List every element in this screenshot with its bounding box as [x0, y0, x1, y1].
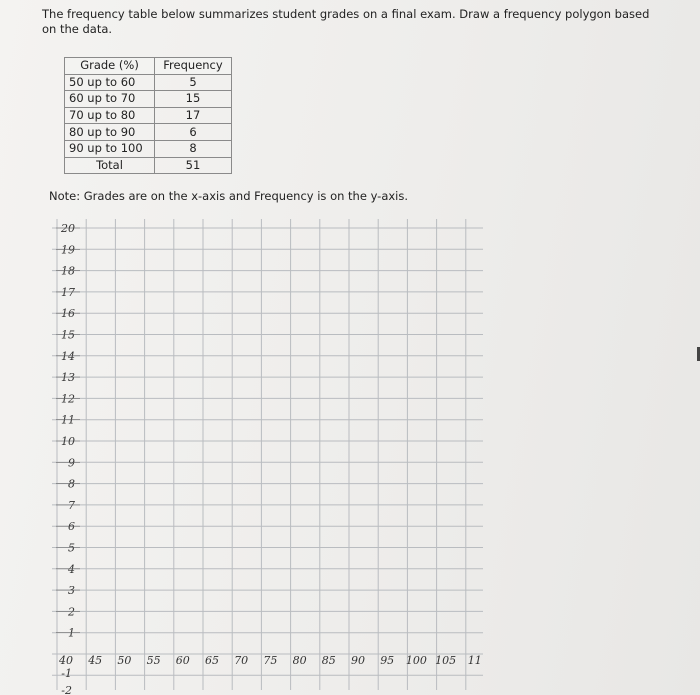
y-tick-label: 14	[61, 349, 75, 363]
y-tick-label: -1	[61, 667, 72, 680]
y-tick-label: 4	[68, 562, 75, 576]
x-tick-label: 45	[88, 654, 103, 667]
x-tick-label: 105	[435, 654, 457, 667]
frequency-column-header: Frequency	[155, 58, 232, 75]
y-tick-label: 20	[61, 222, 75, 235]
frequency-cell: 6	[155, 124, 232, 141]
y-tick-label: 13	[61, 371, 75, 385]
y-tick-label: 16	[61, 307, 75, 321]
grade-cell: 80 up to 90	[65, 124, 155, 141]
axis-note: Note: Grades are on the x-axis and Frequency is on the y-axis.	[49, 189, 409, 203]
x-tick-label: 40	[59, 654, 73, 667]
y-tick-label: 19	[61, 243, 75, 257]
y-tick-label: 2	[68, 605, 75, 619]
y-tick-label: 15	[61, 328, 75, 342]
y-tick-label: 9	[68, 456, 75, 470]
grade-column-header: Grade (%)	[65, 58, 155, 75]
y-tick-label: 3	[68, 584, 75, 598]
y-tick-label: 1	[68, 626, 75, 640]
x-tick-label: 55	[146, 654, 161, 667]
total-value-cell: 51	[155, 157, 232, 174]
y-tick-label: 18	[61, 264, 75, 278]
question-prompt: The frequency table below summarizes student grades on a final exam. Draw a frequency polygon based on the data.	[42, 7, 650, 36]
grade-cell: 70 up to 80	[65, 107, 155, 124]
y-tick-label: 10	[61, 435, 75, 448]
frequency-cell: 5	[155, 74, 232, 91]
x-tick-label: 65	[205, 654, 219, 667]
x-tick-label: 50	[117, 654, 132, 667]
x-tick-label: 100	[405, 654, 427, 667]
y-tick-label: 17	[61, 285, 75, 299]
x-tick-label: 11	[467, 654, 482, 667]
y-tick-label: 7	[68, 498, 75, 512]
x-tick-label: 90	[351, 654, 365, 667]
y-tick-label: 5	[68, 541, 75, 555]
x-tick-label: 75	[263, 654, 278, 667]
frequency-cell: 17	[155, 107, 232, 124]
y-tick-label: 6	[68, 520, 75, 534]
grade-cell: 50 up to 60	[65, 74, 155, 91]
total-label-cell: Total	[65, 157, 155, 174]
grade-cell: 60 up to 70	[65, 91, 155, 108]
y-tick-label: 11	[61, 413, 75, 427]
x-tick-label: 80	[292, 654, 307, 667]
x-tick-label: 70	[234, 654, 249, 667]
y-tick-label: 12	[61, 392, 75, 406]
frequency-cell: 8	[155, 140, 232, 157]
y-tick-label: 8	[68, 477, 75, 491]
frequency-cell: 15	[155, 91, 232, 108]
x-tick-label: 95	[380, 654, 395, 667]
y-tick-label: -2	[61, 684, 72, 695]
x-tick-label: 85	[321, 654, 336, 667]
grade-cell: 90 up to 100	[65, 140, 155, 157]
x-tick-label: 60	[175, 654, 190, 667]
